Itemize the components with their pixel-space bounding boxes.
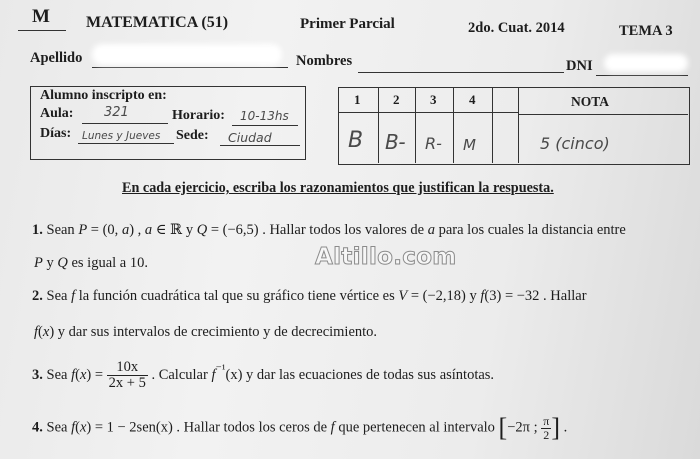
names-line — [358, 72, 564, 73]
grade-mark-3: R- — [425, 134, 442, 153]
surname-redaction — [92, 44, 282, 65]
grades-nota-divider — [518, 114, 688, 115]
exercise-1-line-2: P y Q es igual a 10. — [34, 255, 148, 271]
grade-mark-2: B- — [385, 130, 406, 154]
grade-mark-4: M — [463, 136, 476, 154]
aula-value: 321 — [104, 105, 129, 120]
dias-label: Días: — [40, 126, 72, 141]
grades-header-divider — [338, 112, 518, 113]
dni-line — [596, 75, 688, 76]
grades-col-line-3 — [453, 87, 454, 163]
exercise-3-number: 3. — [32, 367, 43, 384]
exercise-2-line-2: f(x) y dar sus intervalos de crecimiento y de decrecimiento. — [34, 324, 378, 340]
exam-theme: TEMA 3 — [619, 23, 673, 39]
grade-col-header-4: 4 — [469, 92, 476, 107]
dni-redaction — [604, 54, 688, 72]
grade-col-header-1: 1 — [354, 92, 361, 107]
surname-line — [92, 67, 288, 68]
exam-name: Primer Parcial — [300, 16, 395, 32]
grades-col-line-2 — [415, 87, 416, 163]
exam-term: 2do. Cuat. 2014 — [468, 20, 565, 36]
dias-value: Lunes y Jueves — [82, 130, 161, 142]
horario-label: Horario: — [172, 108, 225, 123]
grades-col-line-5 — [518, 87, 519, 163]
exercise-1: 1. Sean P = (0, a) , a ∈ ℝ y Q = (−6,5) . Hallar todos los valores de a para los cuales la distancia entre — [32, 222, 626, 238]
course-title: MATEMATICA (51) — [86, 14, 229, 31]
grade-mark-1: B — [348, 128, 364, 153]
enrollment-title: Alumno inscripto en: — [40, 88, 167, 103]
sede-value: Ciudad — [228, 130, 272, 145]
watermark-logo: Altillo.com — [315, 244, 457, 270]
instructions: En cada ejercicio, escriba los razonamientos que justifican la respuesta. — [122, 180, 554, 196]
exam-tag-underline — [18, 30, 66, 31]
sede-line — [220, 145, 300, 146]
aula-label: Aula: — [40, 106, 74, 121]
nota-header: NOTA — [571, 94, 610, 109]
exercise-3-fraction: $\frac{10x}{2x + 5}$ — [108, 359, 146, 392]
exercise-4: 4. Sea f(x) = 1 − 2sen(x) . Hallar todos los ceros de f que pertenecen al intervalo [−2π ; $\frac{\pi}{2}$ ] . — [32, 413, 568, 442]
grades-col-line-1 — [378, 87, 379, 163]
names-label: Nombres — [296, 53, 353, 69]
exercise-2-number: 2. — [32, 288, 43, 304]
exam-tag: M — [32, 6, 50, 27]
grade-col-header-3: 3 — [430, 92, 437, 107]
exercise-3: 3. Sea f(x) = $\frac{10x}{2x + 5}$ . Calcular $f^{^{-1}}(x)$ y dar las ecuaciones de todas sus asíntotas. — [32, 359, 495, 392]
exercise-2: 2. Sea f la función cuadrática tal que su gráfico tiene vértice es V = (−2,18) y f(3) = −32 . Hallar — [32, 288, 587, 304]
horario-line — [232, 125, 298, 126]
grades-col-line-4 — [492, 87, 493, 163]
dni-label: DNI — [566, 58, 593, 74]
exercise-4-number: 4. — [32, 419, 43, 436]
aula-line — [82, 123, 168, 124]
nota-value: 5 (cinco) — [540, 134, 610, 153]
sede-label: Sede: — [176, 128, 209, 143]
dias-line — [78, 143, 174, 144]
horario-value: 10-13hs — [240, 109, 289, 123]
surname-label: Apellido — [30, 50, 83, 66]
grade-col-header-2: 2 — [393, 92, 400, 107]
exercise-1-number: 1. — [32, 222, 43, 238]
